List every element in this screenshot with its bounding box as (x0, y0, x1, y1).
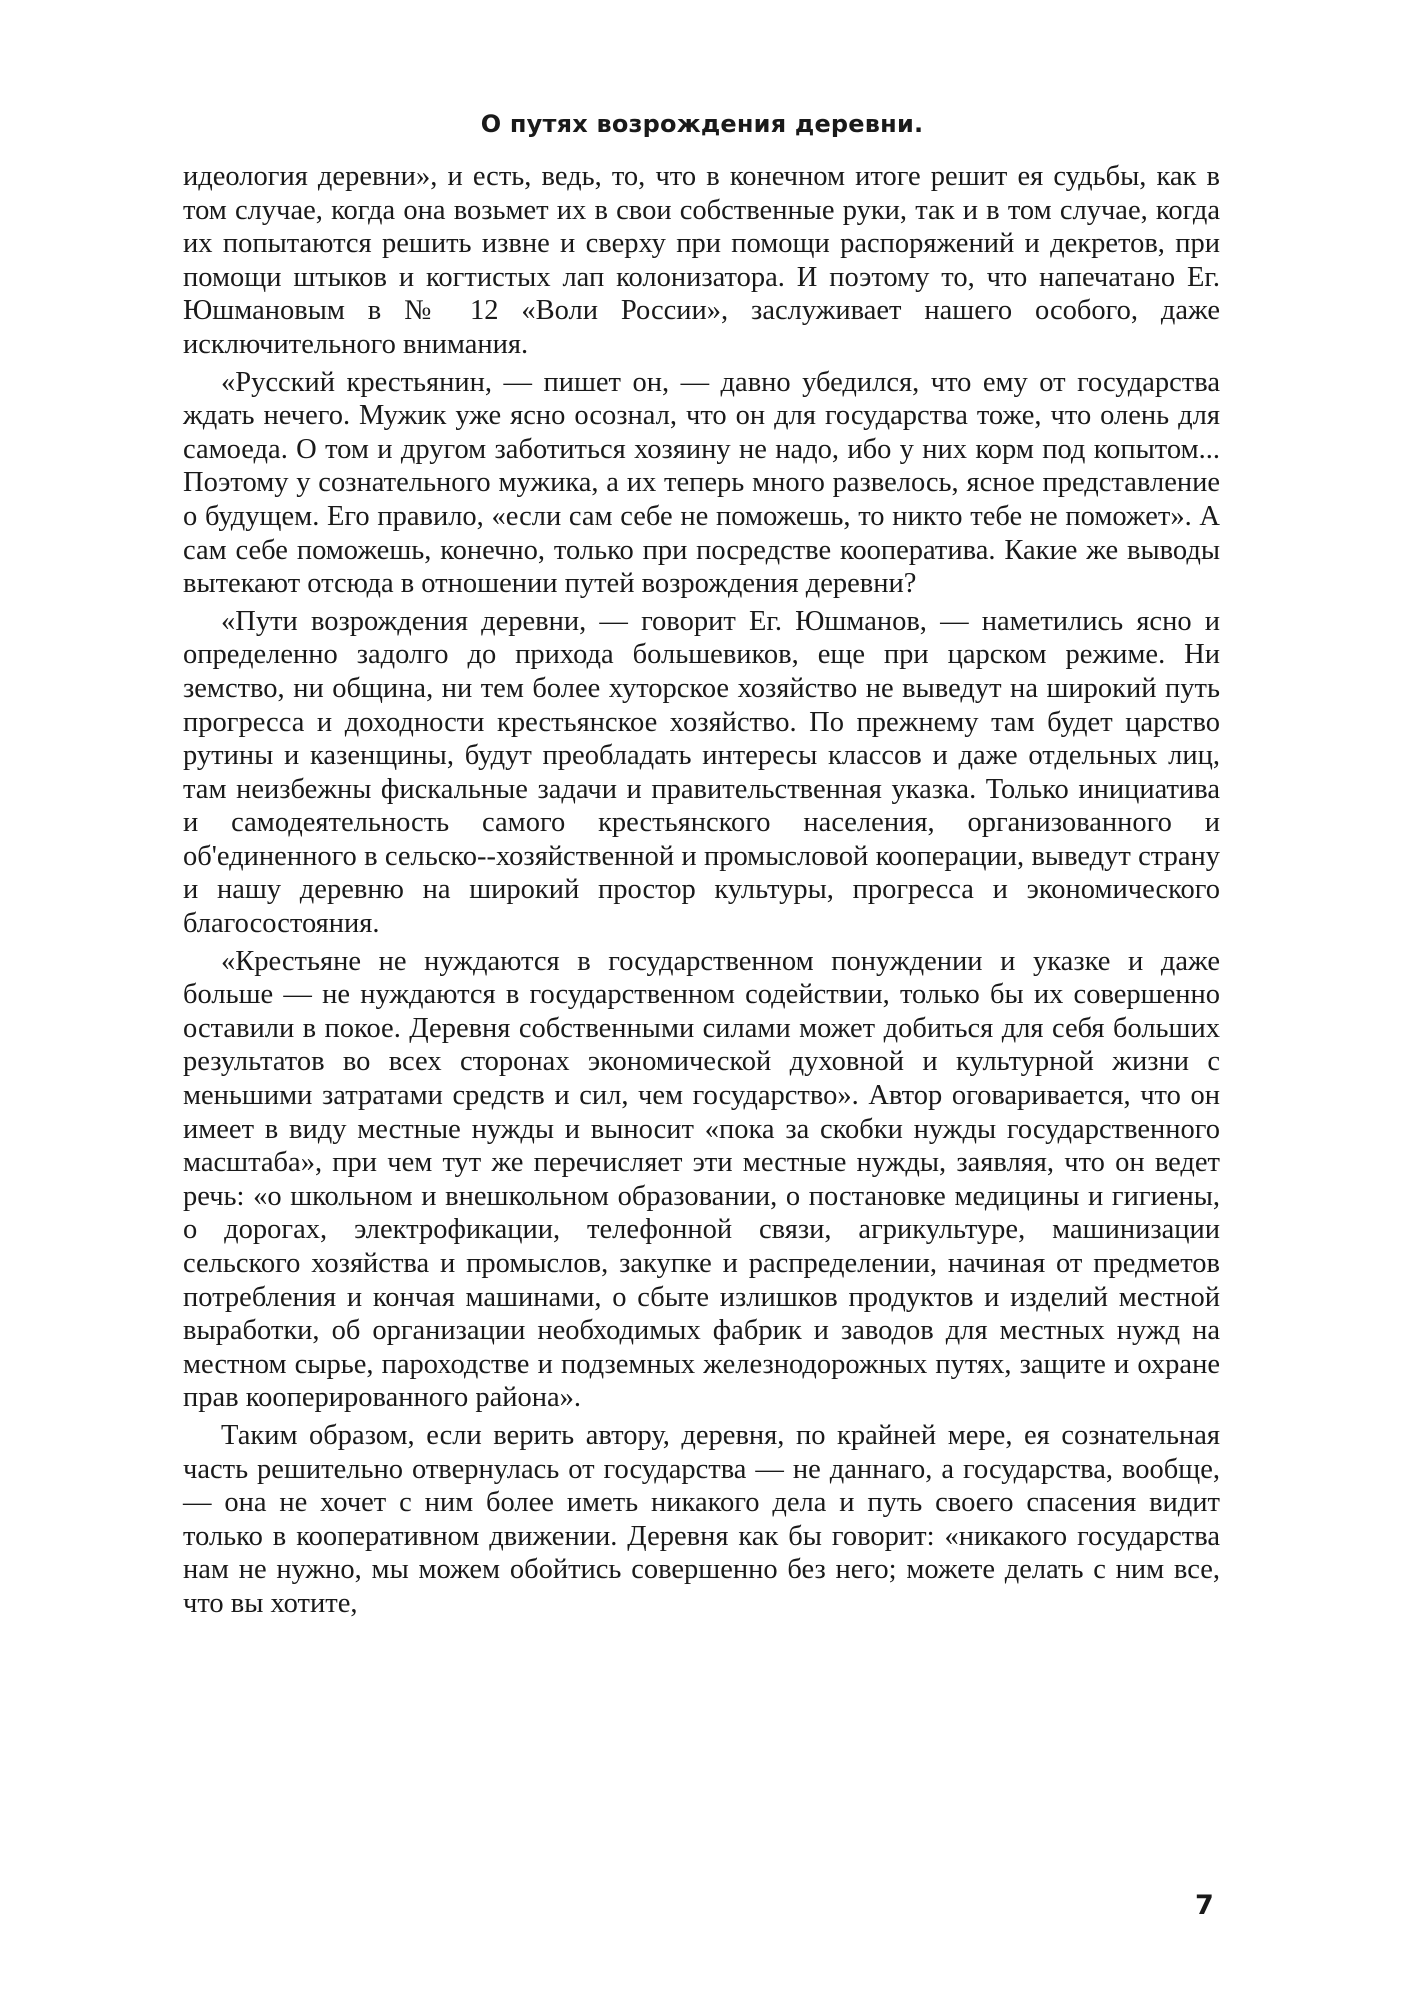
body-text (183, 160, 1220, 1625)
paragraph-4: «Крестьяне не нуждаются в государственном понуждении и указке и даже больше — не нуждаются в государственном содействии, только бы их совершенно оставили в покое. Деревня собственными силами может добиться для себя больших результатов во всех сторонах экономической духовной и культурной жизни с меньшими затратами средств и сил, чем государство». Автор оговаривается, что он имеет в виду местные нужды и выносит «пока за скобки нужды государственного масштаба», при чем тут же перечисляет эти местные нужды, заявляя, что он ведет речь: «о школьном и внешкольном образовании, о постановке медицины и гигиены, о дорогах, электрофикации, телефонной связи, агрикультуре, машинизации сельского хозяйства и промыслов, закупке и распределении, начиная от предметов потребления и кончая машинами, о сбыте излишков продуктов и изделий местной выработки, об организации необходимых фабрик и заводов для местных нужд на местном сырье, пароходстве и подземных железнодорожных путях, защите и охране прав кооперированного района». (183, 945, 1220, 1414)
paragraph-5: Таким образом, если верить автору, деревня, по крайней мере, ея сознательная часть решительно отвернулась от государства — не даннаго, а государства, вообще, — она не хочет с ним более иметь никакого дела и путь своего спасения видит только в кооперативном движении. Деревня как бы говорит: «никакого государства нам не нужно, мы можем обойтись совершенно без него; можете делать с ним все, что вы хотите, (183, 1419, 1220, 1619)
paragraph-3: «Пути возрождения деревни, — говорит Ег. Юшманов, — наметились ясно и определенно задолго до прихода большевиков, еще при царском режиме. Ни земство, ни община, ни тем более хуторское хозяйство не выведут на широкий путь прогресса и доходности крестьянское хозяйство. По прежнему там будет царство рутины и казенщины, будут преобладать интересы классов и даже отдельных лиц, там неизбежны фискальные задачи и правительственная указка. Только инициатива и самодеятельность самого крестьянского населения, организованного и об'единенного в сельско--хозяйственной и промысловой кооперации, выведут страну и нашу деревню на широкий простор культуры, прогресса и экономического благосостояния. (183, 605, 1220, 940)
running-title: О путях возрождения деревни. (480, 110, 924, 138)
page-number: 7 (1195, 1890, 1214, 1921)
paragraph-1: идеология деревни», и есть, ведь, то, что в конечном итоге решит ея судьбы, как в том случае, когда она возьмет их в свои собственные руки, так и в том случае, когда их попытаются решить извне и сверху при помощи распоряжений и декретов, при помощи штыков и когтистых лап колонизатора. И поэтому то, что напечатано Ег. Юшмановым в № 12 «Воли России», заслуживает нашего особого, даже исключительного внимания. (183, 161, 1220, 360)
paragraph-2: «Русский крестьянин, — пишет он, — давно убедился, что ему от государства ждать нечего. Мужик уже ясно осознал, что он для государства тоже, что олень для самоеда. О том и другом заботиться хозяину не надо, ибо у них корм под копытом... Поэтому у сознательного мужика, а их теперь много развелось, ясное представление о будущем. Его правило, «если сам себе не поможешь, то никто тебе не поможет». А сам себе поможешь, конечно, только при посредстве кооператива. Какие же выводы вытекают отсюда в отношении путей возрождения деревни? (183, 366, 1220, 600)
